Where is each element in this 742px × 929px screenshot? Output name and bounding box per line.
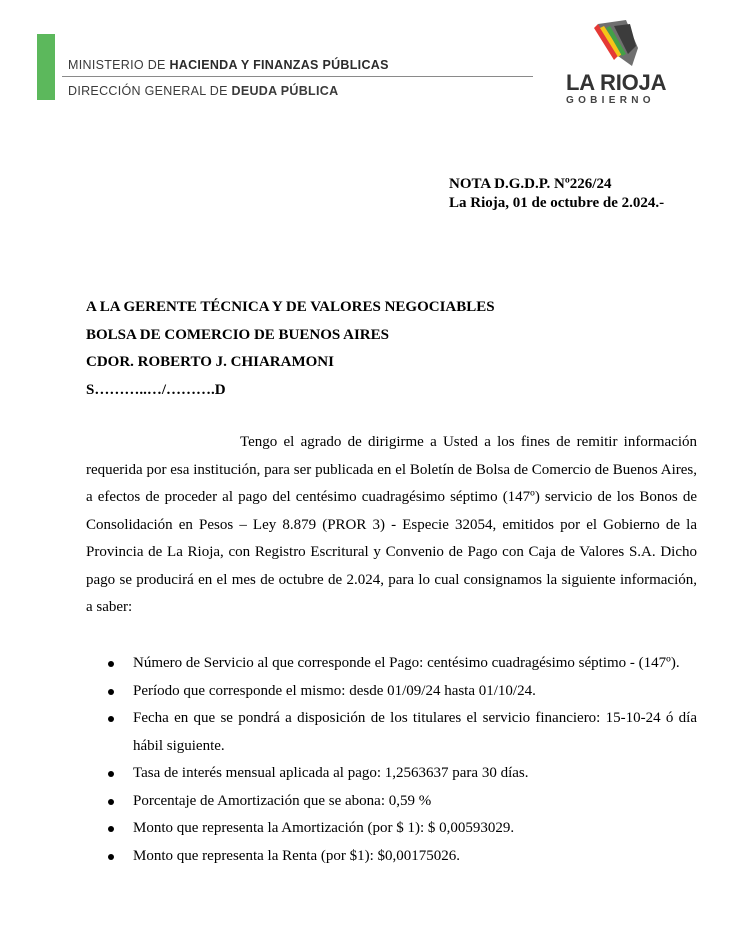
note-date: La Rioja, 01 de octubre de 2.024.- — [449, 195, 665, 211]
recipient-block — [86, 294, 495, 404]
list-item: Porcentaje de Amortización que se abona: 0,59 % — [86, 788, 697, 816]
salutation: S………..…/……….D — [86, 381, 226, 398]
list-item: Monto que representa la Amortización (por $ 1): $ 0,00593029. — [86, 815, 697, 843]
list-item: Fecha en que se pondrá a disposición de los titulares el servicio financiero: 15-10-24 ó día hábil siguiente. — [86, 705, 697, 760]
recipient-line-3: CDOR. ROBERTO J. CHIARAMONI — [86, 354, 334, 370]
header-accent-bar — [37, 34, 55, 100]
recipient-line-2: BOLSA DE COMERCIO DE BUENOS AIRES — [86, 326, 389, 343]
note-reference — [449, 175, 664, 213]
logo-name: LA RIOJA — [566, 70, 667, 95]
list-item: Período que corresponde el mismo: desde 01/09/24 hasta 01/10/24. — [86, 678, 697, 706]
bullet-icon — [108, 826, 114, 832]
direction-title: DIRECCIÓN GENERAL DE DEUDA PÚBLICA — [68, 84, 339, 98]
bullet-icon — [108, 689, 114, 695]
bullet-icon — [108, 854, 114, 860]
logo-subtitle: GOBIERNO — [566, 95, 655, 106]
note-number: NOTA D.G.D.P. Nº226/24 — [449, 176, 612, 192]
bullet-icon — [108, 716, 114, 722]
bullet-icon — [108, 771, 114, 777]
bullet-icon — [108, 661, 114, 667]
list-item: Número de Servicio al que corresponde el Pago: centésimo cuadragésimo séptimo - (147º). — [86, 650, 697, 678]
info-list — [86, 650, 697, 870]
body-paragraph-text: Tengo el agrado de dirigirme a Usted a los fines de remitir información requerida por esa institución, para ser publicada en el Boletín de Bolsa de Comercio de Buenos Aires, a efectos de proceder al pago del centésimo cuadragésimo séptimo (147º) servicio de los Bonos de Consolidación en Pesos – Ley 8.879 (PROR 3) - Especie 32054, emitidos por el Gobierno de la Provincia de La Rioja, con Registro Escritural y Convenio de Pago con Caja de Valores S.A. Dicho pago se producirá en el mes de octubre de 2.024, para lo cual consignamos la siguiente información, a saber: — [86, 434, 697, 615]
ministry-title: MINISTERIO DE HACIENDA Y FINANZAS PÚBLICAS — [68, 58, 389, 72]
body-paragraph — [86, 429, 697, 622]
list-item: Tasa de interés mensual aplicada al pago: 1,2563637 para 30 días. — [86, 760, 697, 788]
recipient-line-1: A LA GERENTE TÉCNICA Y DE VALORES NEGOCIABLES — [86, 299, 495, 315]
header-divider — [62, 76, 533, 77]
list-item: Monto que representa la Renta (por $1): $0,00175026. — [86, 843, 697, 871]
bullet-icon — [108, 799, 114, 805]
